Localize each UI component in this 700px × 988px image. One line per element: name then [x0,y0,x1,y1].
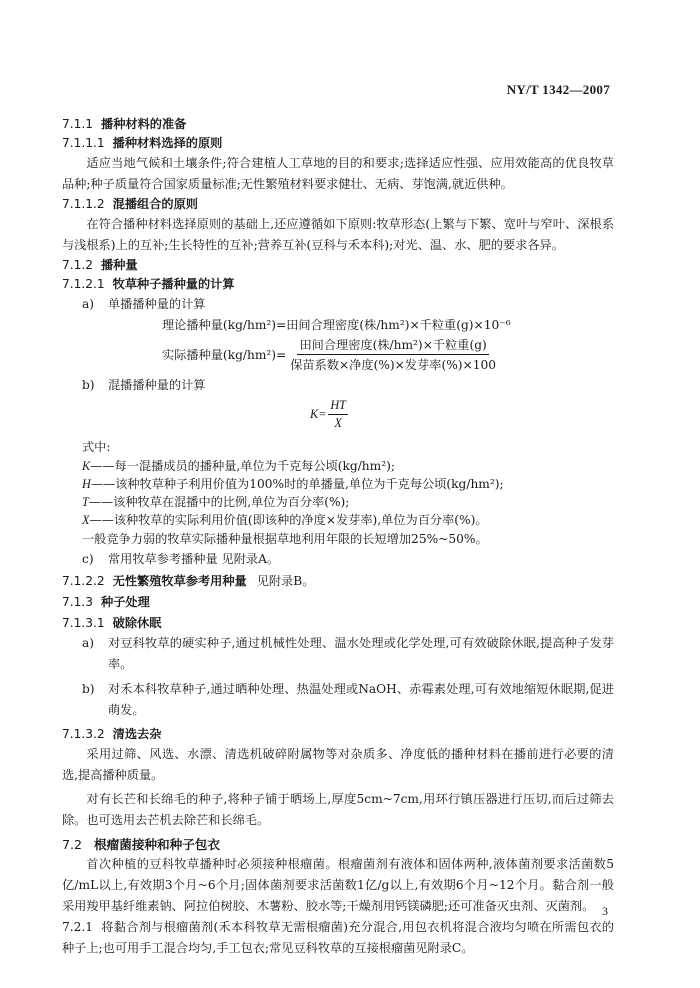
formula-theoretical-seeding: 理论播种量(kg/hm²)= 田间合理密度(株/hm²)×千粒重(g)×10⁻⁶ [162,318,511,332]
definition-t: T——该种牧草在混播中的比例,单位为百分率(%); [82,495,350,509]
list-item-dormancy-b: b) 对禾本科牧草种子,通过晒种处理、热温处理或NaOH、赤霉素处理,可有效地缩短休眠期,促进萌发。 [82,682,614,717]
formula-actual-seeding: 实际播种量(kg/hm²)= $\frac{\text{田间合理密度(株/hm²)×千粒重(g)}}{\text{保苗系数×净度(\%)×发芽率(\%)×100}}$ [162,338,497,372]
paragraph-cleaning-1: 采用过筛、风选、水漂、清选机破碎附属物等对杂质多、净度低的播种材料在播前进行必要的清选,提高播种质量。 [62,747,614,782]
definition-k: K——每一混播成员的播种量,单位为千克每公顷(kg/hm²); [82,459,395,473]
paragraph-7-1-1-1: 适应当地气候和土壤条件;符合建植人工草地的目的和要求;选择适应性强、应用效能高的优良牧草品种;种子质量符合国家质量标准;无性繁殖材料要求健壮、无病、芽饱满,就近供种。 [62,156,614,191]
heading-7-1-1: 7.1.1 播种材料的准备 [62,117,187,131]
heading-7-1-2-2: 7.1.2.2 无性繁殖牧草参考用种量 见附录B。 [62,574,315,588]
definitions-note: 一般竞争力弱的牧草实际播种量根据草地利用年限的长短增加25%~50%。 [82,532,488,546]
document-body [62,115,614,959]
paragraph-7-2: 首次种植的豆科牧草播种时必须接种根瘤菌。根瘤菌剂有液体和固体两种,液体菌剂要求活菌数5亿/mL以上,有效期3个月~6个月;固体菌剂要求活菌数1亿/g以上,有效期6个月~12个月。黏合剂一般采用羧甲基纤维素钠、阿拉伯树胶、木薯粉、胶水等;干燥剂用钙镁磷肥;还可准备灭虫剂、灭菌剂。 [62,857,614,913]
list-item-b: b) 混播播种量的计算 [82,378,206,392]
heading-7-1-2-1: 7.1.2.1 牧草种子播种量的计算 [62,277,235,291]
heading-7-1-2: 7.1.2 播种量 [62,258,138,272]
paragraph-7-2-1: 7.2.1 将黏合剂与根瘤菌剂(禾本科牧草无需根瘤菌)充分混合,用包衣机将混合液均匀喷在所需包衣的种子上;也可用手工混合均匀,手工包衣;常见豆科牧草的互接根瘤菌见附录C。 [62,920,614,955]
heading-7-1-3-1: 7.1.3.1 破除休眠 [62,616,162,630]
variable-definitions [62,457,614,529]
page-header: NY/T 1342—2007 [506,82,610,97]
definition-x: X——该种牧草的实际利用价值(即该种的净度×发芽率),单位为百分率(%)。 [82,513,488,527]
heading-7-1-1-1: 7.1.1.1 播种材料选择的原则 [62,136,223,150]
list-item-dormancy-a: a) 对豆科牧草的硬实种子,通过机械性处理、温水处理或化学处理,可有效破除休眠,提高种子发芽率。 [82,636,614,671]
page-number: 3 [602,904,608,918]
paragraph-cleaning-2: 对有长芒和长绵毛的种子,将种子铺于晒场上,厚度5cm~7cm,用环行镇压器进行压切,而后过筛去除。也可选用去芒机去除芒和长绵毛。 [62,792,614,827]
definition-h: H——该种牧草种子利用价值为100%时的单播量,单位为千克每公顷(kg/hm²); [82,477,504,491]
list-item-a: a) 单播播种量的计算 [82,297,206,311]
heading-7-1-3-2: 7.1.3.2 清选去杂 [62,727,162,741]
heading-7-1-1-2: 7.1.1.2 混播组合的原则 [62,197,198,211]
paragraph-7-1-1-2: 在符合播种材料选择原则的基础上,还应遵循如下原则:牧草形态(上繁与下繁、宽叶与窄叶、深根系与浅根系)上的互补;生长特性的互补;营养互补(豆科与禾本科);对光、温、水、肥的要求各异。 [62,217,614,252]
heading-7-1-3: 7.1.3 种子处理 [62,595,150,609]
list-item-c: c) 常用牧草参考播种量 见附录A。 [82,552,280,566]
heading-7-2: 7.2 根瘤菌接种和种子包衣 [62,837,220,852]
formula-mixed-seeding: K= $\frac{HT}{X}$ [310,398,346,430]
where-label: 式中: [82,440,111,454]
